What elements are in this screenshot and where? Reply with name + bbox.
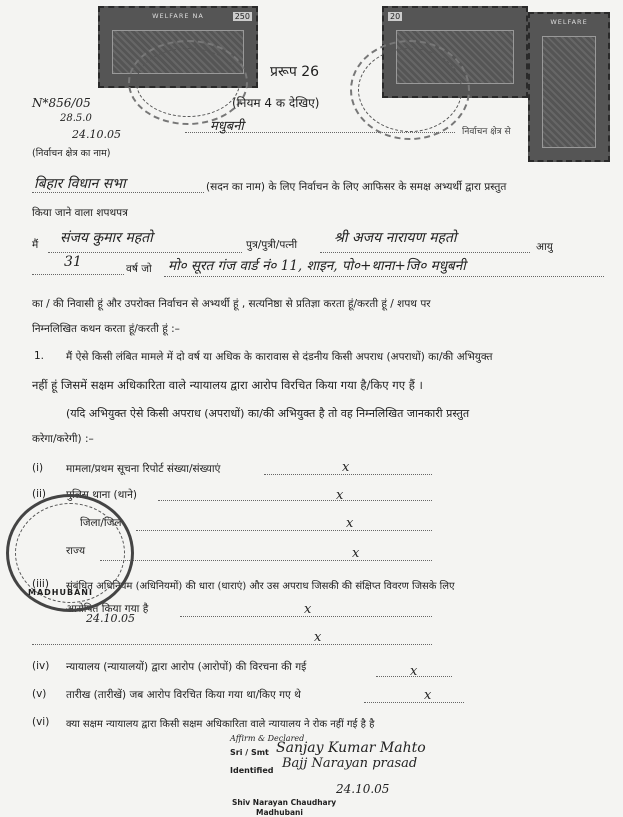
item-number: (vi)	[32, 716, 50, 728]
candidate-name: संजय कुमार महतो	[60, 230, 153, 246]
postmark-right	[350, 40, 470, 140]
oath-line-2: निम्नलिखित कथन करता हूं/करती हूं :–	[32, 323, 180, 335]
age-value: 31	[64, 254, 82, 270]
stamp-label: WELFARE NA	[152, 12, 204, 20]
attest-identified-value: Bajj Narayan prasad	[282, 756, 418, 771]
condition-line-2: करेगा/करेगी) :–	[32, 433, 94, 445]
item-label: क्या सक्षम न्यायालय द्वारा किसी सक्षम अधिकारिता वाले न्यायालय ने रोक नहीं गई है है	[66, 719, 375, 730]
constituency-label-right: निर्वाचन क्षेत्र से	[462, 127, 511, 137]
item-value: x	[304, 602, 312, 617]
seal-label: MADHUBANI	[28, 588, 93, 597]
attest-place: Madhubani	[256, 808, 303, 817]
address-value: मो० सूरत गंज वार्ड नं० 11, शाइन, पो०+थाना+जि० मधुबनी	[168, 258, 466, 274]
seal-date: 24.10.05	[86, 612, 135, 625]
annotation-date: 24.10.05	[72, 128, 121, 141]
item-label: जिला/जिले	[80, 517, 122, 529]
item-value: x	[346, 516, 354, 531]
attest-heading: Affirm & Declared	[230, 734, 305, 743]
item-value: x	[342, 460, 350, 475]
registration-number: N*856/05	[32, 96, 91, 110]
attest-name-value: Sanjay Kumar Mahto	[276, 740, 426, 756]
item-value: x	[410, 664, 418, 679]
attest-officer-name: Shiv Narayan Chaudhary	[232, 798, 337, 807]
para1-line-1: मैं ऐसे किसी लंबित मामले में दो वर्ष या अधिक के कारावास से दंडनीय किसी अपराध (अपराधों) का/की अभियुक्त	[66, 351, 493, 363]
item-label: तारीख (तारीखें) जब आरोप विरचित किया गया था/किए गए थे	[66, 689, 301, 701]
address-label: वर्ष जो	[126, 263, 152, 275]
main-prefix: मैं	[32, 239, 39, 251]
item-value: x	[424, 688, 432, 703]
stamp-ornament	[542, 36, 596, 148]
house-value: बिहार विधान सभा	[34, 176, 126, 192]
stamp-label: WELFARE	[550, 18, 588, 26]
item-number: (i)	[32, 462, 44, 474]
intro-line-2: किया जाने वाला शपथपत्र	[32, 207, 128, 219]
annotation-amount: 28.5.0	[60, 113, 92, 124]
para1-number: 1.	[34, 350, 45, 362]
constituency-label: (निर्वाचन क्षेत्र का नाम)	[32, 148, 111, 159]
item-label: पुलिस थाना (थाने)	[66, 489, 138, 501]
oath-line-1: का / की निवासी हूं और उपरोक्त निर्वाचन से अभ्यर्थी हूं , सत्यनिष्ठा से प्रतिज्ञा करता हूं/करती हूं / शपथ पर	[32, 298, 431, 310]
age-label: आयु	[536, 241, 553, 253]
form-title: प्ररूप 26	[270, 64, 320, 80]
item-value: x	[352, 546, 360, 561]
para1-line-2: नहीं हूं जिसमें सक्षम अधिकारिता वाले न्यायालय द्वारा आरोप विरचित किया गया है/किए गए हैं ।	[32, 378, 423, 392]
item-value: x	[314, 630, 322, 645]
item-number: (v)	[32, 688, 47, 700]
revenue-stamp-right	[528, 12, 610, 162]
stamp-value: 250	[234, 12, 250, 21]
item-label: न्यायालय (न्यायालयों) द्वारा आरोप (आरोपों) की विरचना की गई	[66, 661, 307, 673]
relation-label: पुत्र/पुत्री/पत्नी	[246, 239, 298, 251]
attest-name-label: Sri / Smt	[230, 748, 269, 757]
item-label: संबंधित अधिनियम (अधिनियमों) की धारा (धाराएं) और उस अपराध जिसकी की संक्षिप्त विवरण जिसके लिए	[66, 581, 455, 592]
form-rule-reference: (नियम 4 क देखिए)	[232, 96, 320, 110]
stamp-value: 20	[390, 12, 401, 21]
intro-line-1: (सदन का नाम) के लिए निर्वाचन के लिए आफिसर के समक्ष अभ्यर्थी द्वारा प्रस्तुत	[206, 181, 507, 193]
item-label: मामला/प्रथम सूचना रिपोर्ट संख्या/संख्याएं	[66, 463, 221, 475]
condition-line-1: (यदि अभियुक्त ऐसे किसी अपराध (अपराधों) का/की अभियुक्त है तो वह निम्नलिखित जानकारी प्रस्तुत	[66, 407, 470, 420]
constituency-value: मधुबनी	[210, 119, 244, 134]
item-number: (iii)	[32, 578, 49, 590]
item-label: राज्य	[66, 545, 86, 557]
attest-date: 24.10.05	[336, 782, 390, 796]
father-name: श्री अजय नारायण महतो	[334, 230, 457, 246]
postmark-left	[128, 40, 248, 125]
item-value: x	[336, 488, 344, 503]
attest-identified-label: Identified	[230, 766, 274, 775]
item-label: आरोपित किया गया है	[66, 603, 149, 615]
item-number: (iv)	[32, 660, 50, 672]
item-number: (ii)	[32, 488, 47, 500]
